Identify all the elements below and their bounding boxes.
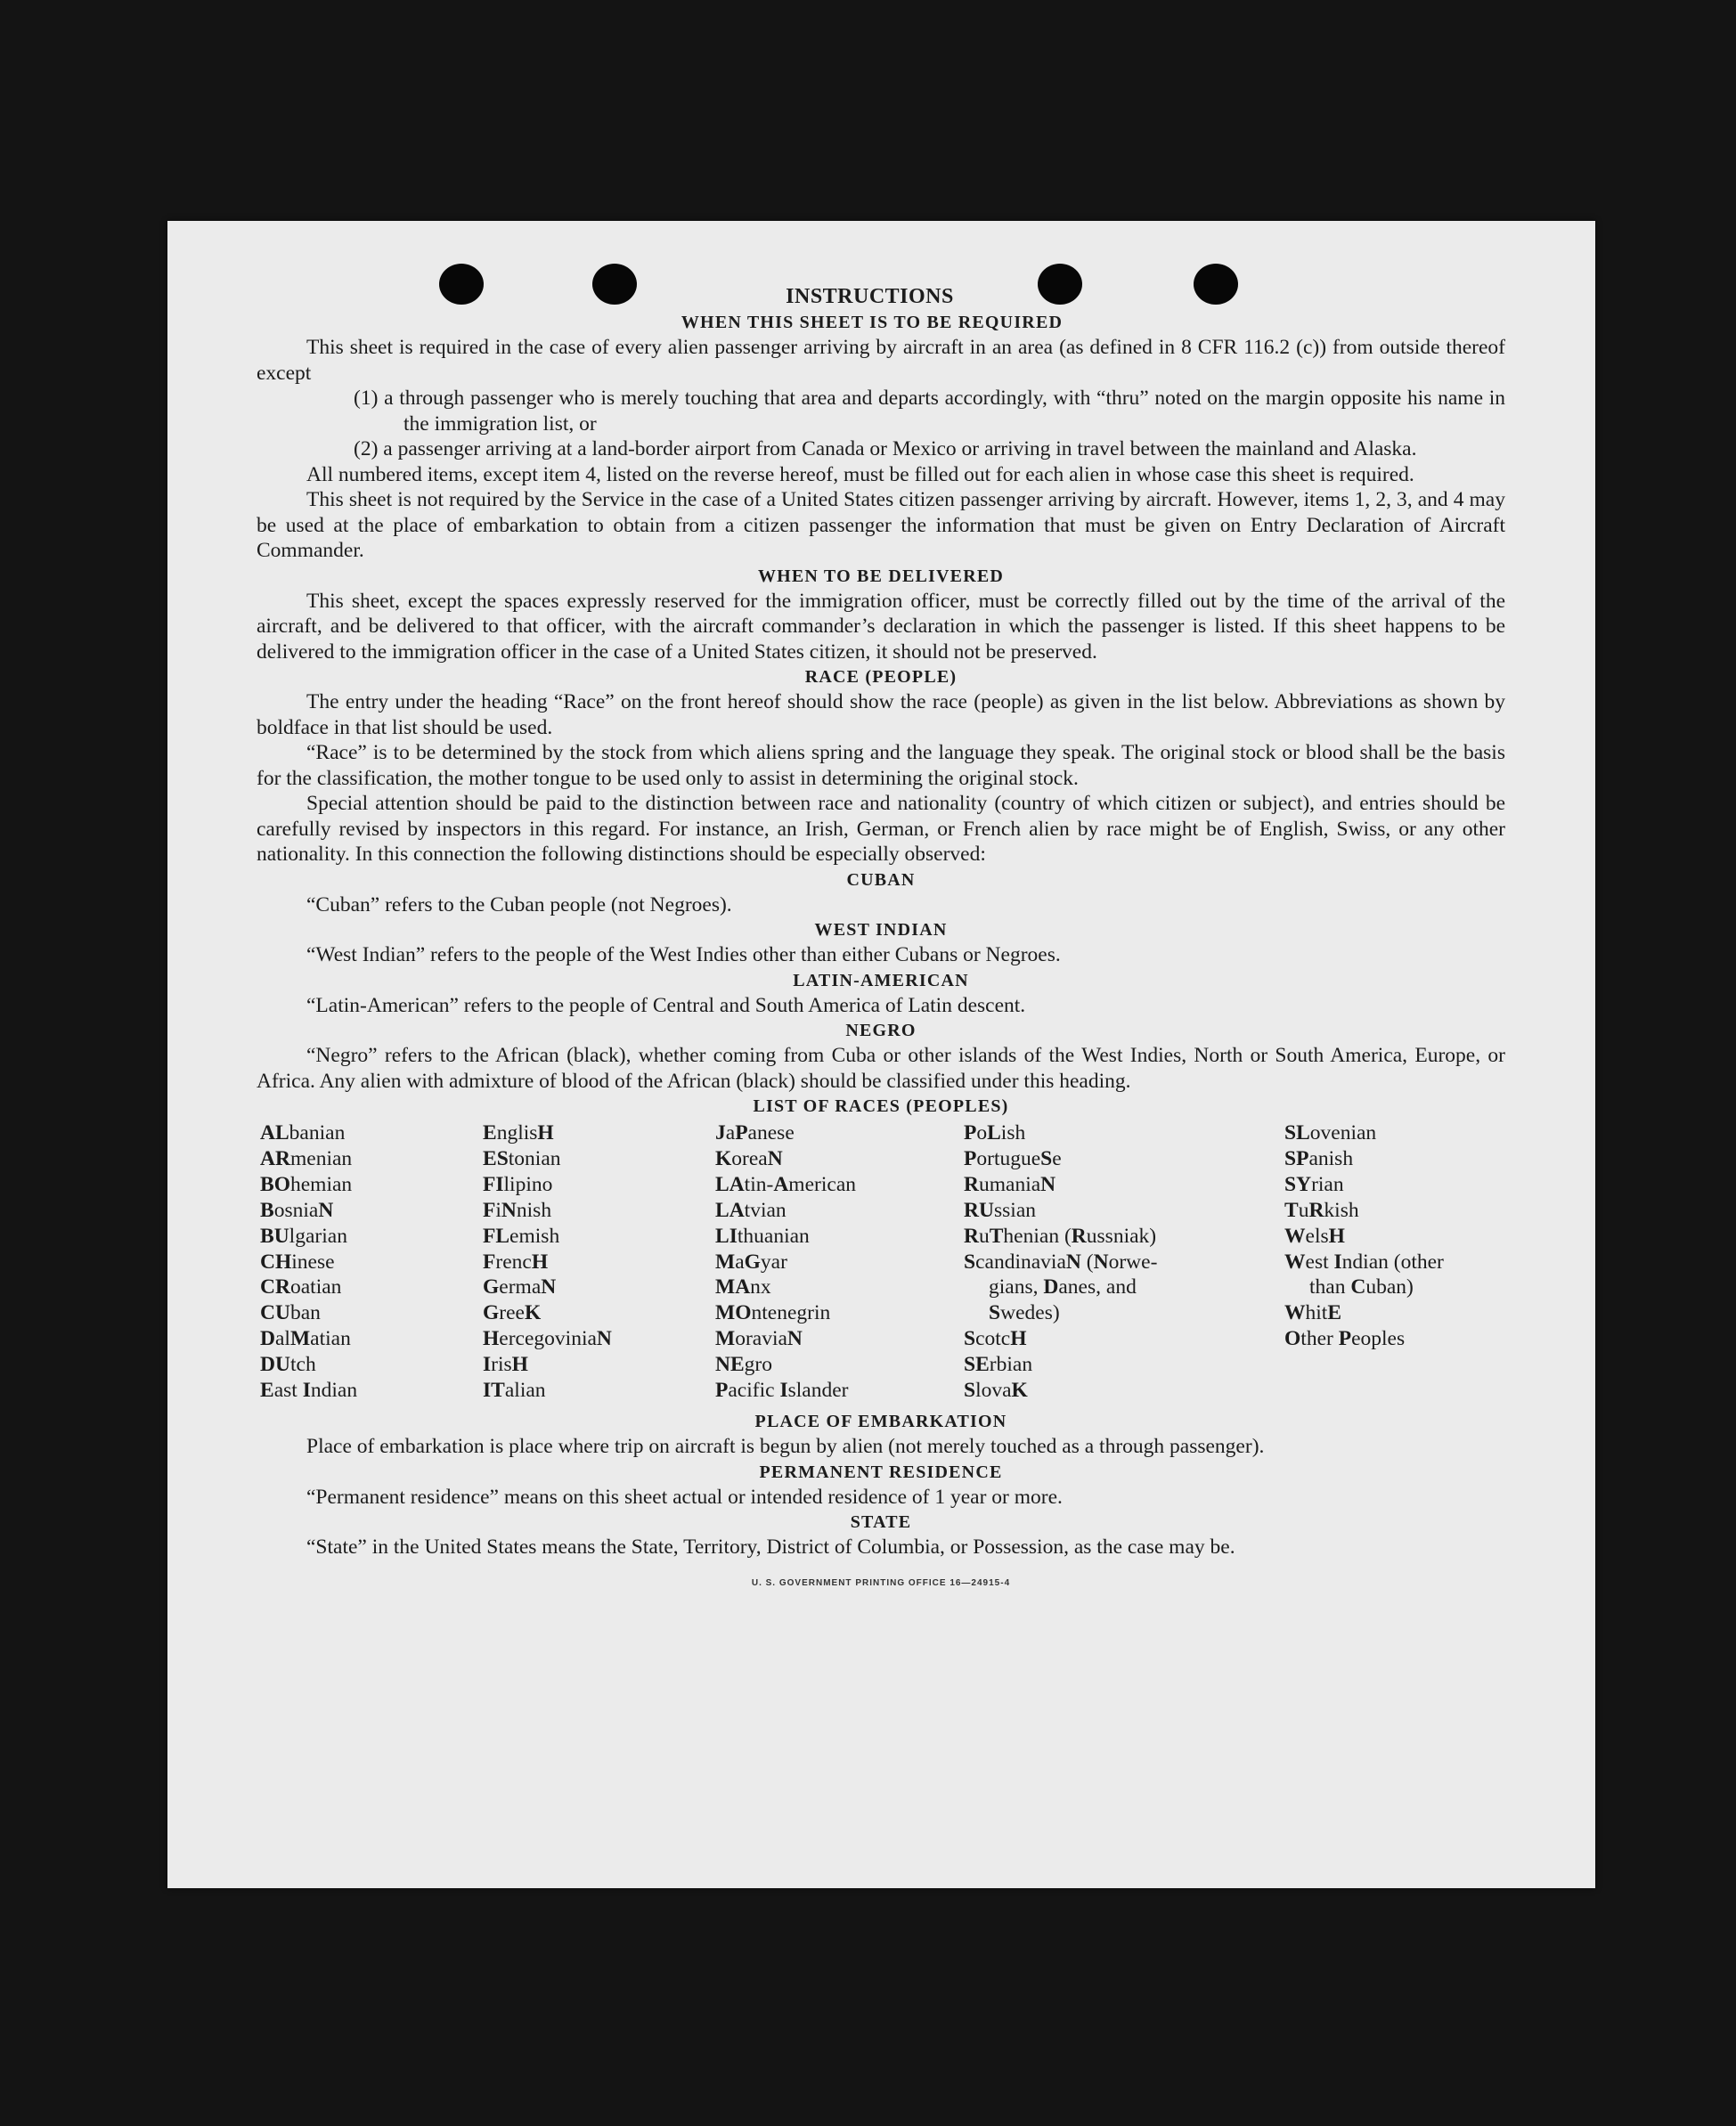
race-item: JaPanese — [715, 1121, 795, 1144]
paragraph: “Latin-American” refers to the people of Central and South America of Latin descent. — [306, 993, 1026, 1017]
paragraph: This sheet is not required by the Service in the case of a United States citizen passenger arriving by aircraft. However, items 1, 2, 3, and 4 may be used at the place of embarkation to obtain from a citizen passenger the information that must be given on Entry Declaration of Aircraft Commander. — [257, 488, 1505, 562]
race-item: GreeK — [483, 1301, 542, 1325]
race-item: TuRkish — [1284, 1198, 1359, 1222]
paragraph: “Cuban” refers to the Cuban people (not Negroes). — [306, 892, 732, 916]
races-list — [260, 1120, 1505, 1405]
paragraph: “Permanent residence” means on this sheet actual or intended residence of 1 year or more. — [306, 1485, 1063, 1509]
section-heading: CUBAN — [846, 869, 916, 890]
race-item: East Indian — [260, 1379, 358, 1403]
races-column — [260, 1120, 357, 1404]
document-sheet — [167, 221, 1595, 1888]
race-item: HercegoviniaN — [483, 1327, 612, 1351]
page-title: INSTRUCTIONS — [786, 285, 954, 308]
race-item: PoLish — [964, 1121, 1026, 1144]
race-item: FrencH — [483, 1250, 549, 1274]
paragraph: The entry under the heading “Race” on the front hereof should show the race (people) as given in the list below. Abbreviations as shown by boldface in that list should be used. — [257, 690, 1505, 739]
race-item: IrisH — [483, 1353, 528, 1377]
race-item: SPanish — [1284, 1146, 1354, 1170]
instructions-text — [257, 283, 1505, 1596]
race-item: PortugueSe — [964, 1146, 1062, 1170]
race-item: LAtvian — [715, 1198, 786, 1222]
race-item: than Cuban) — [1309, 1275, 1414, 1299]
race-item: DalMatian — [260, 1327, 351, 1351]
race-item: LIthuanian — [715, 1224, 810, 1248]
race-item: Other Peoples — [1284, 1327, 1406, 1351]
section-heading: WHEN THIS SHEET IS TO BE REQUIRED — [681, 313, 1064, 332]
section-heading: LIST OF RACES (PEOPLES) — [753, 1096, 1009, 1116]
race-item: ALbanian — [260, 1121, 346, 1144]
paragraph: All numbered items, except item 4, listed on the reverse hereof, must be filled out for each alien in whose case this sheet is required. — [306, 462, 1414, 486]
race-item: MOntenegrin — [715, 1301, 831, 1325]
race-item: SErbian — [964, 1353, 1033, 1377]
paragraph: This sheet is required in the case of every alien passenger arriving by aircraft in an area (as defined in 8 CFR 116.2 (c)) from outside thereof except — [257, 336, 1505, 385]
race-item: West Indian (other — [1284, 1250, 1444, 1274]
race-item: MAnx — [715, 1275, 771, 1299]
race-item: EStonian — [483, 1146, 561, 1170]
paragraph: “Negro” refers to the African (black), whether coming from Cuba or other islands of the West Indies, North or South America, Europe, or Africa. Any alien with admixture of blood of the African (black) should be classified under this heading. — [257, 1044, 1505, 1093]
race-item: ScandinaviaN (Norwe- — [964, 1250, 1158, 1274]
race-item: gians, Danes, and — [989, 1275, 1137, 1299]
race-item: SlovaK — [964, 1379, 1028, 1403]
race-item: RUssian — [964, 1198, 1036, 1222]
race-item: WelsH — [1284, 1224, 1345, 1248]
race-item: CRoatian — [260, 1275, 342, 1299]
race-item: RuThenian (Russniak) — [964, 1224, 1157, 1248]
races-column — [715, 1120, 856, 1404]
race-item: SYrian — [1284, 1172, 1344, 1196]
race-item: WhitE — [1284, 1301, 1341, 1325]
race-item: KoreaN — [715, 1146, 783, 1170]
race-item: LAtin-American — [715, 1172, 856, 1196]
list-item: (2) a passenger arriving at a land-border airport from Canada or Mexico or arriving in travel between the mainland and Alaska. — [354, 437, 1417, 460]
race-item: MaGyar — [715, 1250, 787, 1274]
race-item: BOhemian — [260, 1172, 353, 1196]
race-item: FLemish — [483, 1224, 560, 1248]
races-column — [1284, 1120, 1444, 1352]
section-heading: PERMANENT RESIDENCE — [759, 1462, 1003, 1482]
race-item: BosniaN — [260, 1198, 334, 1222]
paragraph: “State” in the United States means the State, Territory, District of Columbia, or Possession, as the case may be. — [306, 1535, 1235, 1559]
paragraph: Place of embarkation is place where trip on aircraft is begun by alien (not merely touched as a through passenger). — [306, 1435, 1265, 1458]
races-column — [964, 1120, 1157, 1404]
paragraph: “West Indian” refers to the people of the West Indies other than either Cubans or Negroes. — [306, 943, 1061, 966]
race-item: NEgro — [715, 1353, 772, 1377]
race-item: FIlipino — [483, 1172, 553, 1196]
section-heading: RACE (PEOPLE) — [804, 667, 958, 687]
section-heading: NEGRO — [845, 1021, 917, 1040]
races-column — [483, 1120, 612, 1404]
race-item: FiNnish — [483, 1198, 552, 1222]
paragraph: This sheet, except the spaces expressly reserved for the immigration officer, must be correctly filled out by the time of the arrival of the aircraft, and be delivered to that officer, with the aircraft commander’s declaration in which the passenger is listed. If this sheet happens to be delivered to the immigration officer in the case of a United States citizen, it should not be preserved. — [257, 589, 1505, 664]
race-item: ScotcH — [964, 1327, 1027, 1351]
race-item: EnglisH — [483, 1121, 554, 1144]
race-item: Swedes) — [989, 1301, 1060, 1325]
race-item: GermaN — [483, 1275, 557, 1299]
race-item: ITalian — [483, 1379, 546, 1403]
section-heading: LATIN-AMERICAN — [793, 970, 969, 990]
race-item: BUlgarian — [260, 1224, 347, 1248]
race-item: CHinese — [260, 1250, 335, 1274]
race-item: ARmenian — [260, 1146, 353, 1170]
paragraph: “Race” is to be determined by the stock from which aliens spring and the language they speak. The original stock or blood shall be the basis for the classification, the mother tongue to be used only to assist in determining the original stock. — [257, 741, 1505, 790]
race-item: RumaniaN — [964, 1172, 1056, 1196]
printer-imprint: U. S. GOVERNMENT PRINTING OFFICE 16—24915-4 — [751, 1577, 1011, 1588]
section-heading: WHEN TO BE DELIVERED — [757, 566, 1005, 586]
race-item: DUtch — [260, 1353, 316, 1377]
race-item: Pacific Islander — [715, 1379, 849, 1403]
section-heading: PLACE OF EMBARKATION — [754, 1412, 1007, 1431]
list-item: (1) a through passenger who is merely touching that area and departs accordingly, with “thru” noted on the margin opposite his name in the immigration list, or — [354, 387, 1505, 436]
race-item: SLovenian — [1284, 1121, 1377, 1144]
section-heading: STATE — [850, 1512, 912, 1532]
paragraph: Special attention should be paid to the distinction between race and nationality (country of which citizen or subject), and entries should be carefully revised by inspectors in this regard. For instance, an Irish, German, or French alien by race might be of English, Swiss, or any other nationality. In this connection the following distinctions should be especially observed: — [257, 792, 1505, 866]
race-item: MoraviaN — [715, 1327, 803, 1351]
section-heading: WEST INDIAN — [814, 920, 948, 940]
race-item: CUban — [260, 1301, 321, 1325]
